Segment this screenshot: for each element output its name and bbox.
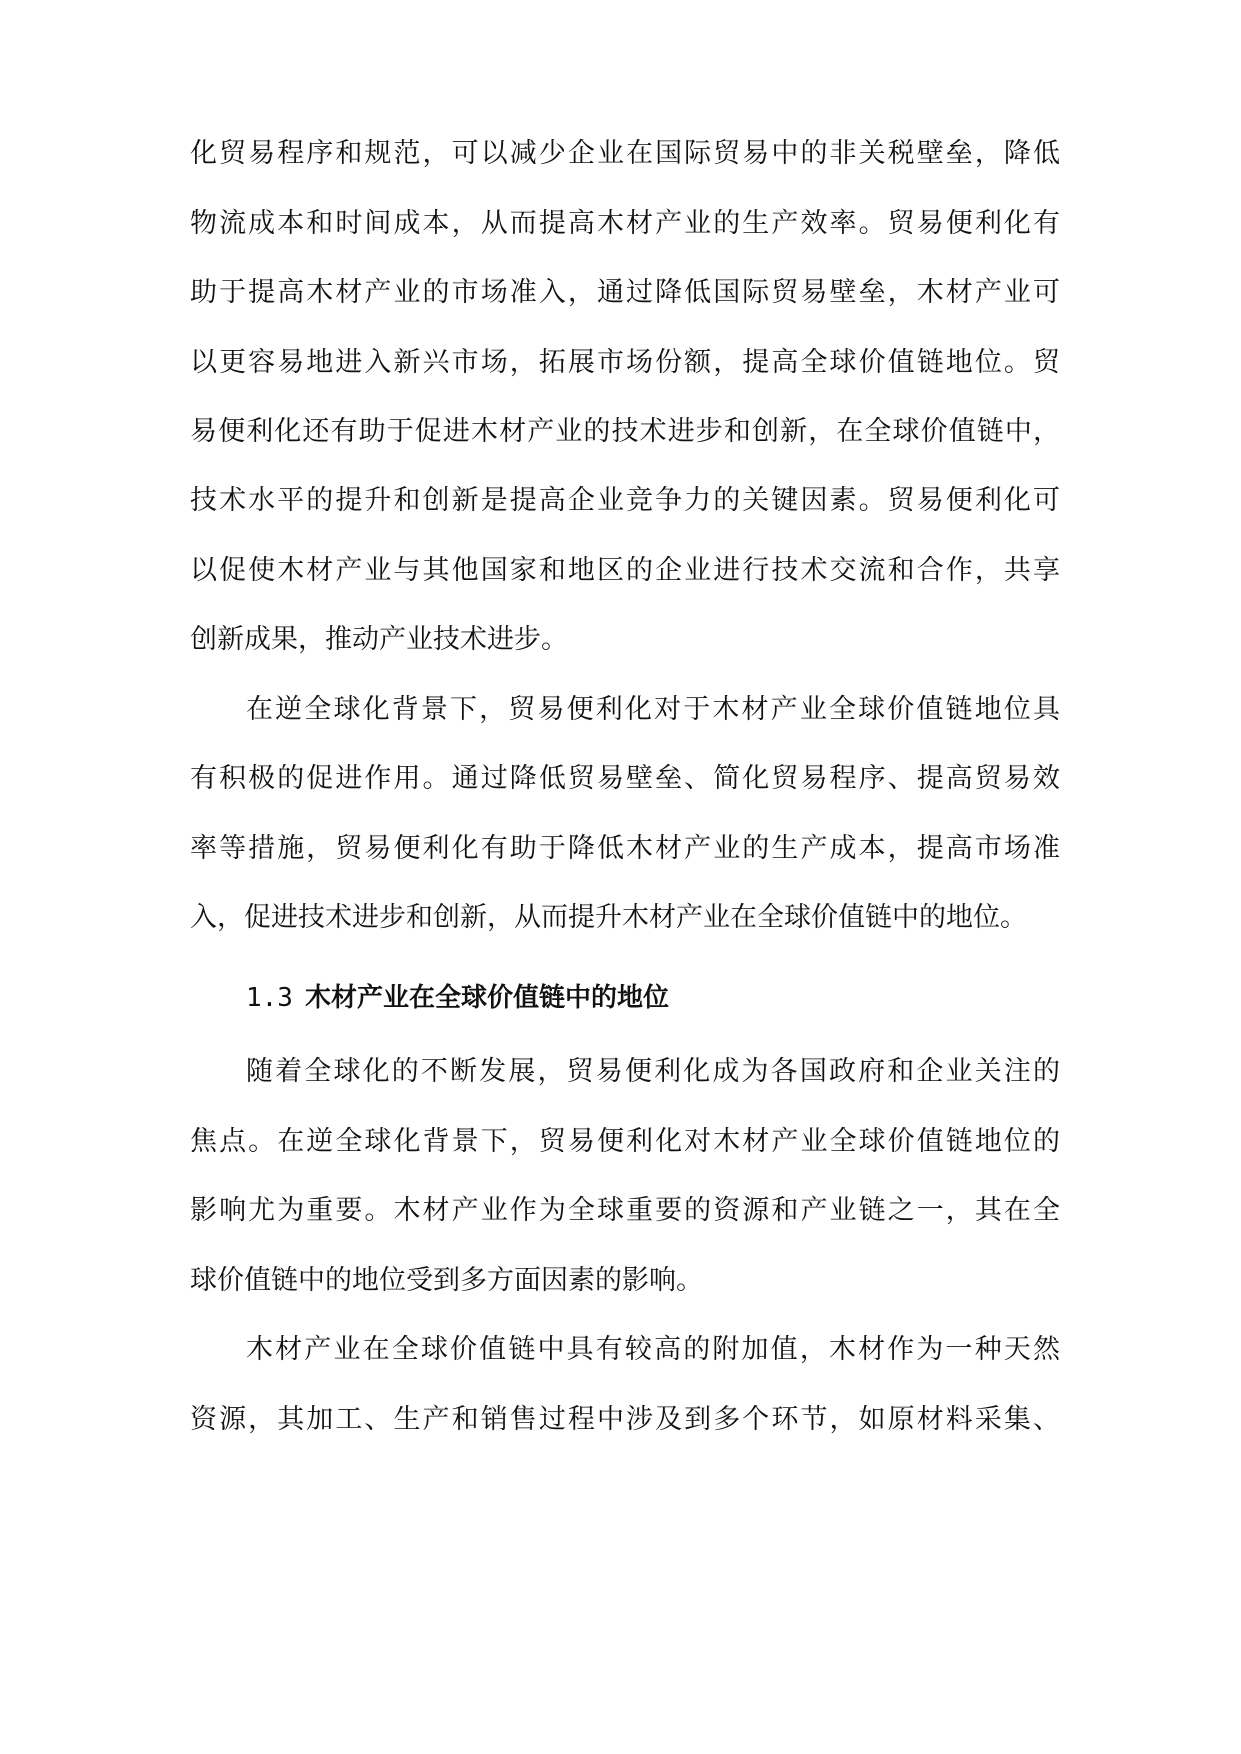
paragraph-1-line-4: 以更容易地进入新兴市场，拓展市场份额，提高全球价值链地位。贸 (190, 347, 1060, 378)
paragraph-1-line-7: 以促使木材产业与其他国家和地区的企业进行技术交流和合作，共享 (190, 555, 1060, 586)
paragraph-1-line-6: 技术水平的提升和创新是提高企业竞争力的关键因素。贸易便利化可 (190, 485, 1060, 516)
paragraph-2-line-3: 率等措施，贸易便利化有助于降低木材产业的生产成本，提高市场准 (190, 833, 1060, 864)
paragraph-2-line-2: 有积极的促进作用。通过降低贸易壁垒、简化贸易程序、提高贸易效 (190, 763, 1060, 794)
paragraph-3-line-4: 球价值链中的地位受到多方面因素的影响。 (190, 1265, 703, 1296)
paragraph-2-line-4: 入，促进技术进步和创新，从而提升木材产业在全球价值链中的地位。 (190, 902, 1027, 933)
section-heading (246, 978, 669, 1018)
paragraph-1-line-8: 创新成果，推动产业技术进步。 (190, 624, 568, 655)
paragraph-4-line-2: 资源，其加工、生产和销售过程中涉及到多个环节，如原材料采集、 (190, 1404, 1060, 1435)
paragraph-4-line-1: 木材产业在全球价值链中具有较高的附加值，木材作为一种天然 (246, 1334, 1060, 1365)
section-number: 1.3 (246, 983, 293, 1013)
paragraph-2-line-1: 在逆全球化背景下，贸易便利化对于木材产业全球价值链地位具 (246, 694, 1060, 725)
paragraph-1-line-5: 易便利化还有助于促进木材产业的技术进步和创新，在全球价值链中， (190, 416, 1060, 447)
paragraph-3-line-2: 焦点。在逆全球化背景下，贸易便利化对木材产业全球价值链地位的 (190, 1126, 1060, 1157)
paragraph-1-line-2: 物流成本和时间成本，从而提高木材产业的生产效率。贸易便利化有 (190, 208, 1060, 239)
section-title: 木材产业在全球价值链中的地位 (304, 983, 669, 1013)
paragraph-3-line-3: 影响尤为重要。木材产业作为全球重要的资源和产业链之一，其在全 (190, 1195, 1060, 1226)
paragraph-1-line-3: 助于提高木材产业的市场准入，通过降低国际贸易壁垒，木材产业可 (190, 277, 1060, 308)
paragraph-1-line-1: 化贸易程序和规范，可以减少企业在国际贸易中的非关税壁垒，降低 (190, 138, 1060, 169)
paragraph-3-line-1: 随着全球化的不断发展，贸易便利化成为各国政府和企业关注的 (246, 1056, 1060, 1087)
